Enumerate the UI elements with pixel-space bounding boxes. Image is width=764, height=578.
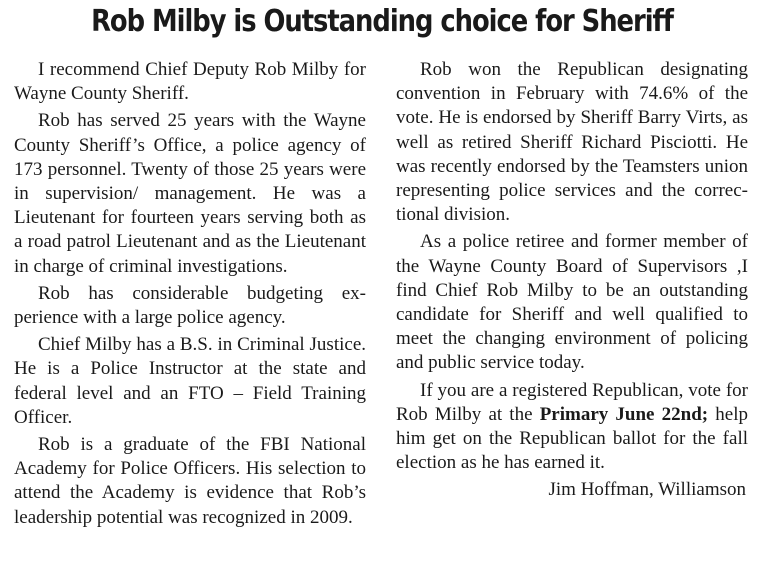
right-column — [396, 58, 748, 503]
left-column — [14, 58, 366, 530]
text-run: If you are a registered Republican, vote for Rob Milby at the — [396, 379, 748, 425]
primary-date: Primary June 22nd; — [539, 403, 709, 425]
paragraph: Rob has served 25 years with the Wayne County Sheriff’s Office, a police agency of 173 personnel. Twenty of those 25 years were in supervision/ management. He was a Lieutenant for fourteen years serving both as a road patrol Lieutenant and as the Lieutenant in charge of criminal investigations. — [14, 110, 366, 277]
paragraph: Rob has considerable budgeting experience with a large police agency. — [14, 282, 366, 329]
signature: Jim Hoffman, Williamson — [548, 479, 746, 501]
text-run: help him get on the Republican ballot for the fall election as he has earned it. — [396, 403, 748, 474]
paragraph: Rob won the Republican designating convention in February with 74.6% of the vote. He is endorsed by Sheriff Barry Virts, as well as retired Sheriff Richard Pisciotti. He was recently endorsed by the Teamsters union representing police services and the correctional division. — [396, 59, 748, 226]
paragraph: I recommend Chief Deputy Rob Milby for Wayne County Sheriff. — [14, 59, 366, 105]
paragraph: As a police retiree and former member of the Wayne County Board of Supervisors ,I find Chief Rob Milby to be an outstanding candidate for Sheriff and well qualified to meet the changing environment of policing and public service today. — [396, 231, 748, 374]
headline: Rob Milby is Outstanding choice for Sheriff — [91, 4, 673, 39]
paragraph: Chief Milby has a B.S. in Criminal Justice. He is a Police Instructor at the state and federal level and an FTO – Field Training Officer. — [14, 334, 366, 428]
paragraph — [396, 379, 748, 476]
paragraph: Rob is a graduate of the FBI National Academy for Police Officers. His selection to attend the Academy is evidence that Rob’s leadership potential was recognized in 2009. — [14, 434, 366, 528]
